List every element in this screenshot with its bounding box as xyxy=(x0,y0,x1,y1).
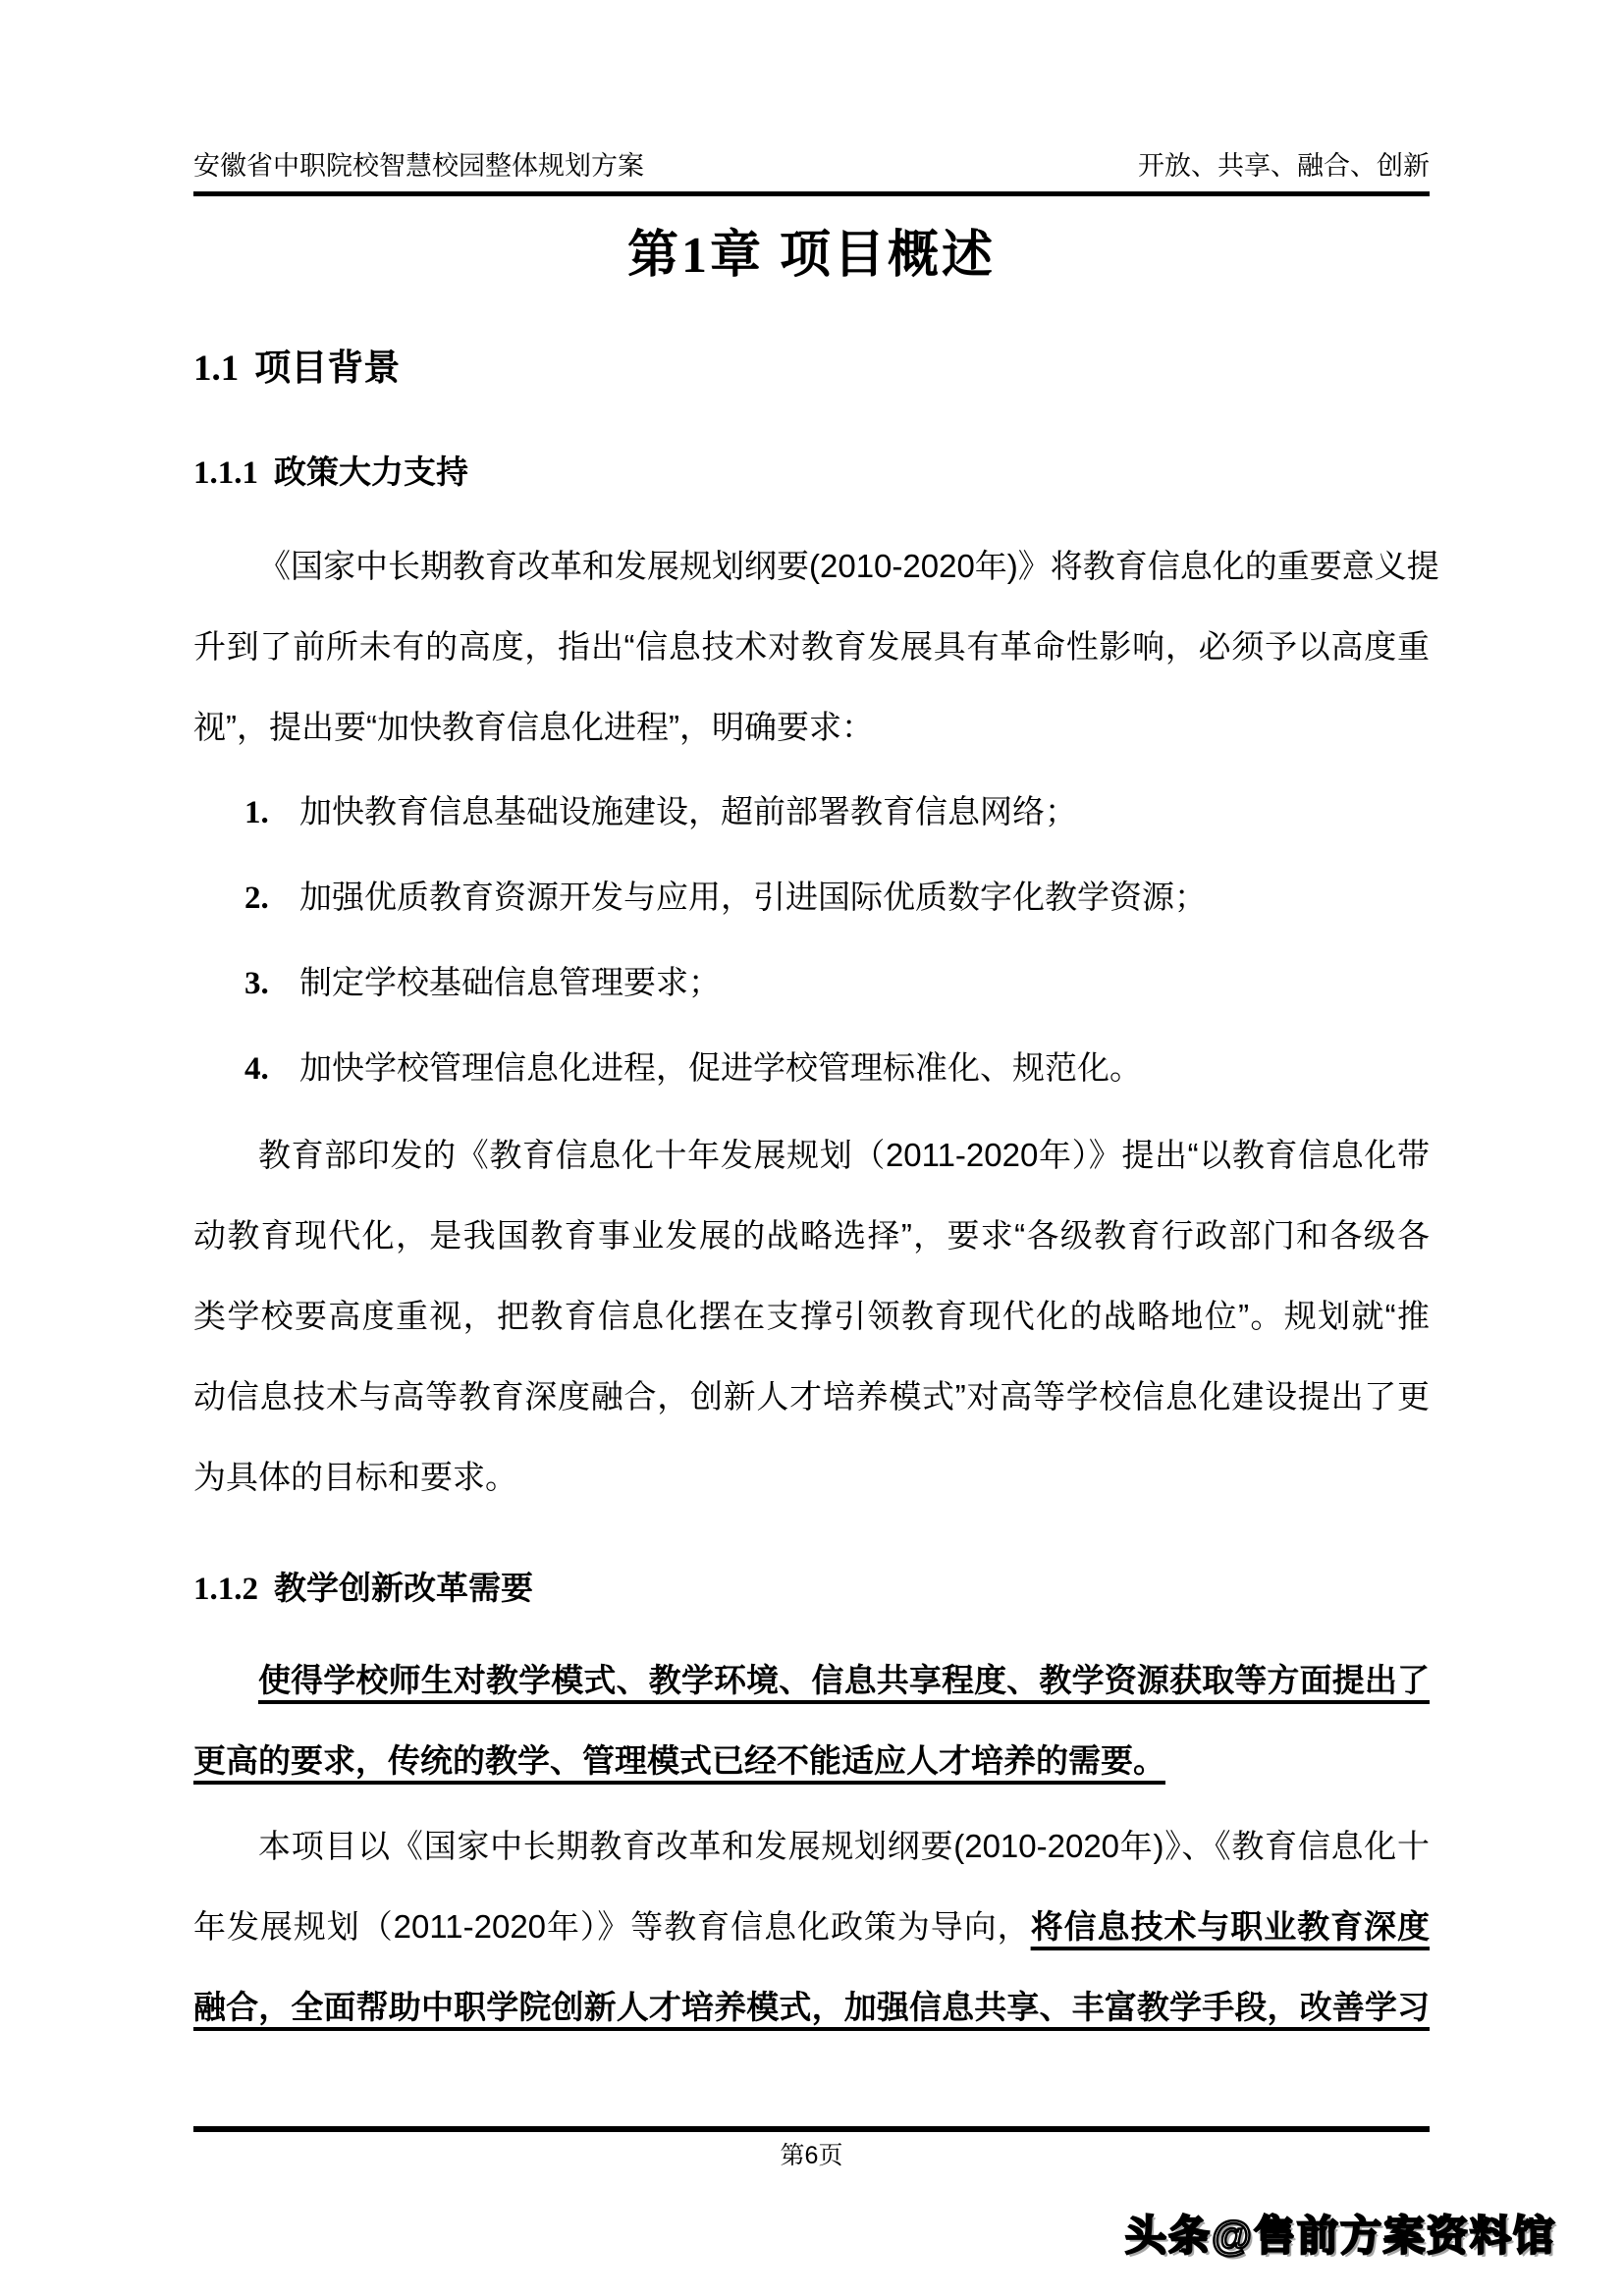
list-item xyxy=(193,1026,1430,1111)
subsection-number: 1.1.1 xyxy=(193,455,258,491)
page-header xyxy=(193,0,1430,183)
paragraph-line: 升到了前所未有的高度，指出“信息技术对教育发展具有革命性影响，必须予以高度重 xyxy=(193,628,1430,665)
footer-rule xyxy=(193,2126,1430,2132)
header-left-text: 安徽省中职院校智慧校园整体规划方案 xyxy=(193,151,644,181)
emphasized-line: 融合，全面帮助中职学院创新人才培养模式，加强信息共享、丰富教学手段，改善学习 xyxy=(193,1989,1430,2025)
list-item xyxy=(193,770,1430,855)
subsection-number: 1.1.2 xyxy=(193,1572,258,1607)
list-item-text: 加快教育信息基础设施建设，超前部署教育信息网络； xyxy=(299,793,1077,829)
list-item-number: 1. xyxy=(244,795,269,830)
paragraph-teaching-need xyxy=(193,1640,1430,1801)
paragraph-line: 动教育现代化，是我国教育事业发展的战略选择”，要求“各级教育行政部门和各级各 xyxy=(193,1217,1430,1254)
list-item xyxy=(193,855,1430,940)
paragraph-ten-year-plan xyxy=(193,1115,1430,1518)
paragraph-line: 动信息技术与高等教育深度融合，创新人才培养模式”对高等学校信息化建设提出了更 xyxy=(193,1378,1430,1415)
list-item-text: 加强优质教育资源开发与应用，引进国际优质数字化教学资源； xyxy=(299,879,1207,915)
list-item-number: 2. xyxy=(244,881,269,916)
list-item xyxy=(193,940,1430,1026)
list-item-text: 制定学校基础信息管理要求； xyxy=(299,964,721,1000)
paragraph-line: 《国家中长期教育改革和发展规划纲要(2010-2020年)》将教育信息化的重要意义提 xyxy=(258,548,1439,584)
line-emphasized-segment: 将信息技术与职业教育深度 xyxy=(1030,1908,1431,1945)
list-item-number: 3. xyxy=(244,966,269,1001)
paragraph-line: 视”，提出要“加快教育信息化进程”，明确要求： xyxy=(193,709,874,745)
line-normal-segment: 年发展规划（2011-2020年）》等教育信息化政策为导向， xyxy=(193,1908,1031,1945)
list-item-text: 加快学校管理信息化进程，促进学校管理标准化、规范化。 xyxy=(299,1049,1142,1086)
page-number: 第6页 xyxy=(780,2142,843,2169)
list-item-number: 4. xyxy=(244,1051,269,1087)
chapter-title: 第1章 项目概述 xyxy=(626,228,996,284)
paragraph-line: 本项目以《国家中长期教育改革和发展规划纲要(2010-2020年)》、《教育信息化十 xyxy=(258,1828,1430,1864)
header-rule xyxy=(193,191,1430,196)
emphasized-line: 更高的要求，传统的教学、管理模式已经不能适应人才培养的需要。 xyxy=(193,1742,1165,1779)
header-right-text: 开放、共享、融合、创新 xyxy=(1138,151,1430,181)
paragraph-line: 为具体的目标和要求。 xyxy=(193,1459,517,1495)
section-number: 1.1 xyxy=(193,348,240,389)
section-heading-1-1 xyxy=(193,346,1430,392)
subsection-label: 政策大力支持 xyxy=(274,454,468,490)
section-label: 项目背景 xyxy=(254,347,401,388)
subsection-heading-1-1-1 xyxy=(193,451,1430,495)
paragraph-policy-outline xyxy=(193,526,1439,768)
emphasized-line: 使得学校师生对教学模式、教学环境、信息共享程度、教学资源获取等方面提出了 xyxy=(258,1662,1430,1698)
watermark-text: 头条@售前方案资料馆 xyxy=(1125,2213,1556,2259)
paragraph-line: 类学校要高度重视，把教育信息化摆在支撑引领教育现代化的战略地位”。规划就“推 xyxy=(193,1298,1430,1334)
subsection-heading-1-1-2 xyxy=(193,1567,1430,1611)
paragraph-line xyxy=(193,1887,1430,1967)
paragraph-project-goal xyxy=(193,1806,1430,2048)
requirements-list xyxy=(193,770,1430,1111)
paragraph-line: 教育部印发的《教育信息化十年发展规划（2011-2020年）》提出“以教育信息化带 xyxy=(258,1137,1430,1173)
subsection-label: 教学创新改革需要 xyxy=(274,1570,533,1606)
